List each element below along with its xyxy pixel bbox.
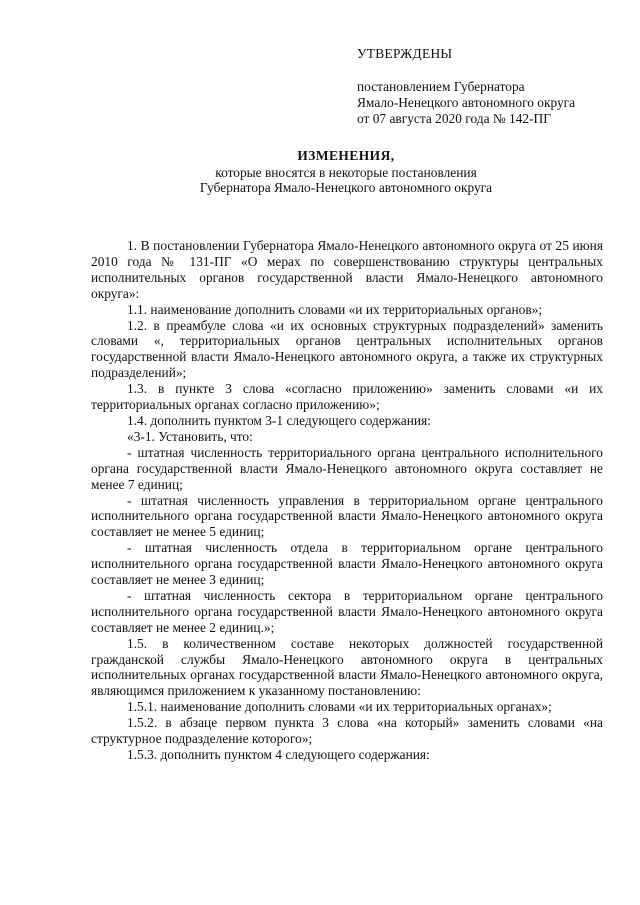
- list-item: - штатная численность управления в территориальном органе центрального исполнительного органа государственной власти Ямало-Ненецкого автономного округа составляет не менее 5 единиц;: [91, 492, 603, 540]
- paragraph: 1.5.3. дополнить пунктом 4 следующего содержания:: [127, 747, 430, 762]
- paragraph: 1.5. в количественном составе некоторых должностей государственной гражданской службы Ямало-Ненецкого автономного округа в центральных исполнительных органах государственной власти Ямало-Ненецкого автономного округа, являющимся приложением к указанному постановлению:: [91, 635, 603, 699]
- approval-line: Ямало-Ненецкого автономного округа: [357, 95, 576, 110]
- document-title: ИЗМЕНЕНИЯ,: [297, 148, 395, 163]
- list-item: - штатная численность отдела в территориальном органе центрального исполнительного органа государственной власти Ямало-Ненецкого автономного округа составляет не менее 3 единиц;: [91, 540, 603, 588]
- approval-block: [357, 46, 627, 127]
- document-heading: [90, 148, 602, 196]
- paragraph: «3-1. Установить, что:: [127, 428, 253, 444]
- paragraph: 1.4. дополнить пунктом 3-1 следующего содержания:: [127, 412, 431, 428]
- document-subtitle-line: Губернатора Ямало-Ненецкого автономного округа: [199, 180, 493, 195]
- list-item: - штатная численность территориального органа центрального исполнительного органа государственной власти Ямало-Ненецкого автономного округа составляет не менее 7 единиц;: [91, 444, 603, 492]
- approval-stamp: УТВЕРЖДЕНЫ: [357, 46, 453, 61]
- paragraph: 1.3. в пункте 3 слова «согласно приложению» заменить словами «и их территориальных органах согласно приложению»;: [91, 381, 603, 413]
- approval-line: постановлением Губернатора: [357, 79, 525, 94]
- paragraph: 1.5.1. наименование дополнить словами «и их территориальных органах»;: [127, 699, 552, 715]
- list-item: - штатная численность сектора в территориальном органе центрального исполнительного органа государственной власти Ямало-Ненецкого автономного округа составляет не менее 2 единиц.»;: [91, 587, 603, 635]
- approval-line: от 07 августа 2020 года № 142-ПГ: [357, 111, 551, 126]
- paragraph: 1.5.2. в абзаце первом пункта 3 слова «на который» заменить словами «на структурное подразделение которого»;: [91, 715, 603, 747]
- paragraph: 1.2. в преамбуле слова «и их основных структурных подразделений» заменить словами «, территориальных органов центральных исполнительных органов государственной власти Ямало-Ненецкого автономного округа, а также их структурных подразделений»;: [91, 317, 603, 381]
- paragraph: 1.1. наименование дополнить словами «и их территориальных органов»;: [127, 301, 543, 317]
- document-subtitle-line: которые вносятся в некоторые постановления: [215, 164, 477, 180]
- document-body: [91, 238, 603, 763]
- paragraph: 1. В постановлении Губернатора Ямало-Ненецкого автономного округа от 25 июня 2010 года № 131-ПГ «О мерах по совершенствованию структуры центральных исполнительных органов государственной власти Ямало-Ненецкого автономного округа»:: [91, 238, 603, 301]
